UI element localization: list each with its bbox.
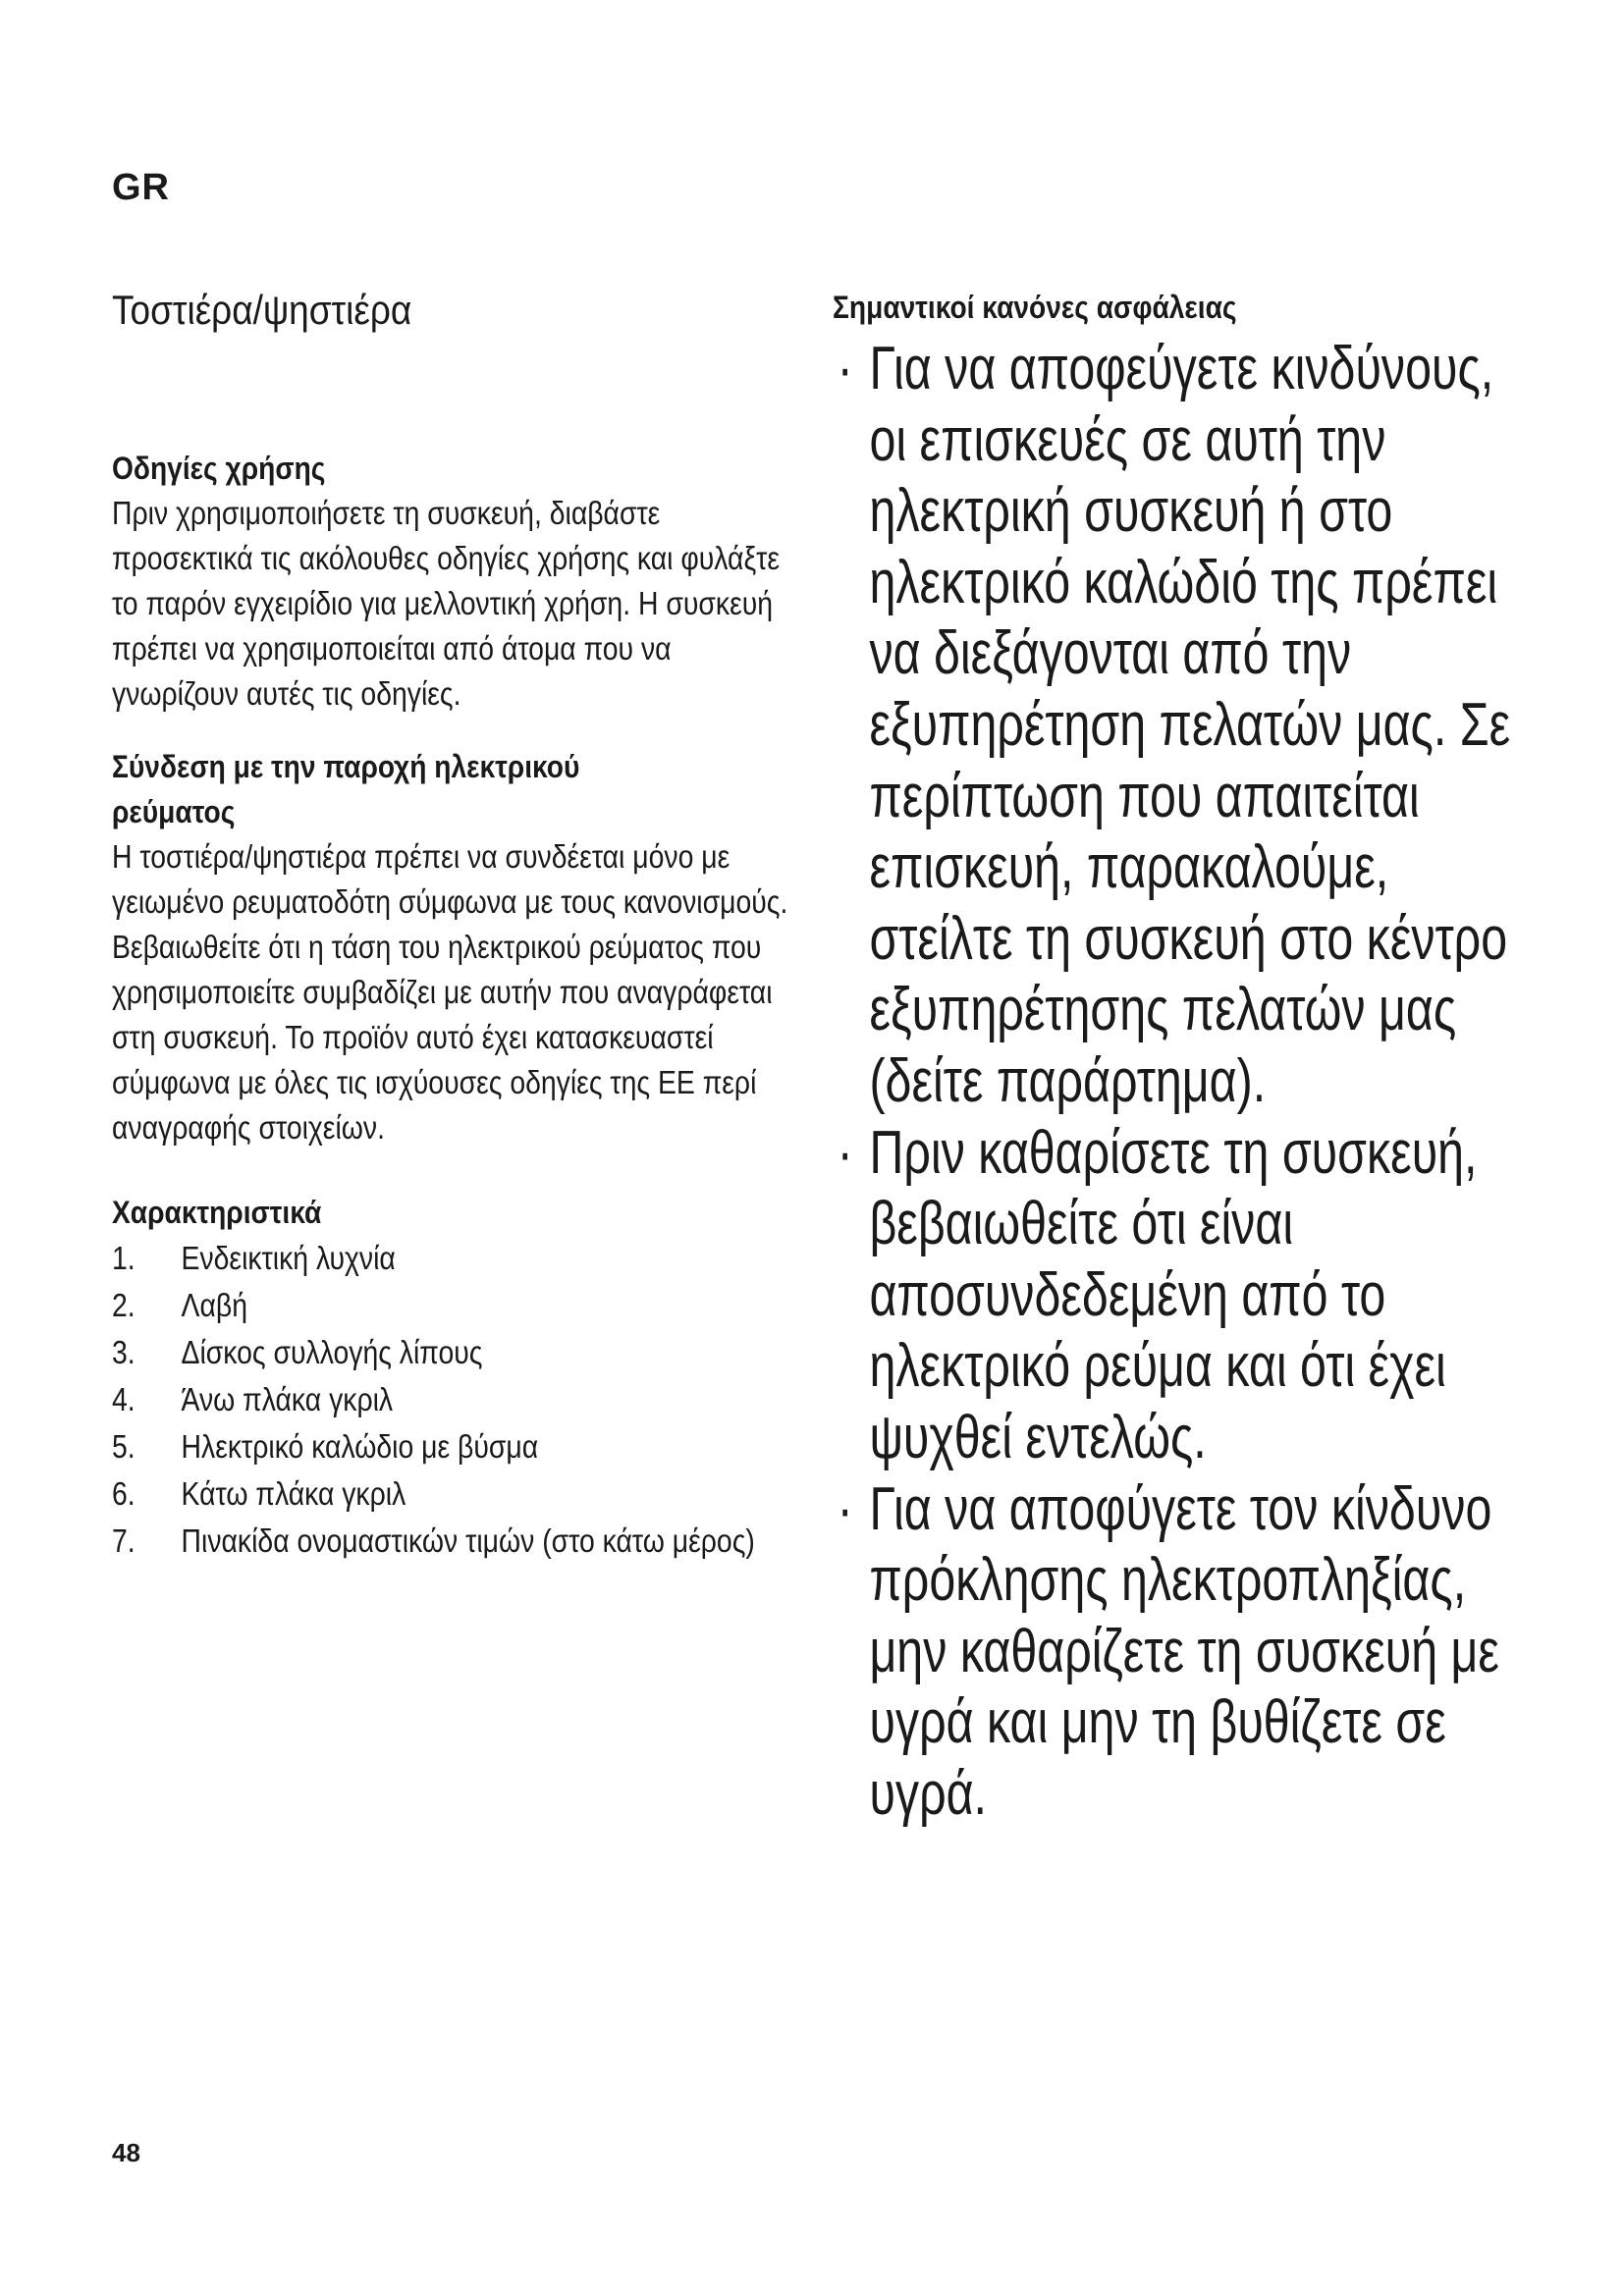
usage-heading: Οδηγίες χρήσης [112, 451, 326, 486]
power-heading-line1: Σύνδεση με την παροχή ηλεκτρικού [112, 749, 580, 784]
feature-text: Ενδεικτική λυχνία [181, 1240, 396, 1276]
safety-rules-list [833, 334, 1540, 1830]
features-heading: Χαρακτηριστικά [112, 1195, 322, 1230]
safety-rule-text: Για να αποφύγετε τον κίνδυνο πρόκλησης ηλεκτροπληξίας, μην καθαρίζετε τη συσκευή με υγρά και μην τη βυθίζετε σε υγρά. [869, 1474, 1499, 1828]
bullet-icon: · [837, 1118, 853, 1187]
feature-item [112, 1376, 804, 1423]
feature-number: 1. [112, 1240, 135, 1276]
power-section [112, 744, 799, 1150]
feature-item [112, 1282, 804, 1329]
feature-number: 6. [112, 1475, 135, 1512]
safety-rule [833, 1118, 1543, 1474]
right-column [833, 285, 1540, 1830]
feature-number: 7. [112, 1522, 135, 1559]
feature-number: 5. [112, 1428, 135, 1465]
usage-section [112, 446, 799, 717]
safety-rule-text: Για να αποφεύγετε κινδύνους, οι επισκευές σε αυτή την ηλεκτρική συσκευή ή στο ηλεκτρικό καλώδιό της πρέπει να διεξάγονται από την εξυπηρέτηση πελατών μας. Σε περίπτωση που απαιτείται επισκευή, παρακαλούμε, στείλτε τη συσκευή στο κέντρο εξυπηρέτησης πελατών μας (δείτε παράρτημα). [869, 335, 1511, 1115]
safety-heading: Σημαντικοί κανόνες ασφάλειας [833, 290, 1237, 325]
bullet-icon: · [837, 1474, 853, 1543]
feature-item [112, 1329, 804, 1376]
left-column [112, 285, 799, 1592]
features-list [112, 1235, 799, 1565]
usage-text: Πριν χρησιμοποιήσετε τη συσκευή, διαβάστε προσεκτικά τις ακόλουθες οδηγίες χρήσης και φυλάξτε το παρόν εγχειρίδιο για μελλοντική χρήση. Η συσκευή πρέπει να χρησιμοποιείται από άτομα που να γνωρίζουν αυτές τις οδηγίες. [112, 495, 781, 712]
feature-text: Ηλεκτρικό καλώδιο με βύσμα [181, 1428, 539, 1465]
feature-text: Λαβή [181, 1287, 248, 1323]
feature-number: 2. [112, 1287, 135, 1323]
safety-rule [833, 334, 1543, 1118]
features-section [112, 1190, 799, 1565]
page-title: Τοστιέρα/ψηστιέρα [112, 287, 412, 333]
feature-item [112, 1423, 804, 1470]
feature-number: 4. [112, 1381, 135, 1417]
feature-item [112, 1518, 804, 1565]
page-number: 48 [112, 2138, 140, 2167]
safety-rule-text: Πριν καθαρίσετε τη συσκευή, βεβαιωθείτε ότι είναι αποσυνδεδεμένη από το ηλεκτρικό ρεύμα και ότι έχει ψυχθεί εντελώς. [869, 1118, 1478, 1471]
power-heading-line2: ρεύματος [112, 794, 236, 829]
feature-text: Άνω πλάκα γκριλ [181, 1381, 394, 1417]
feature-item [112, 1235, 804, 1282]
language-code: GR [112, 167, 170, 208]
safety-rule [833, 1474, 1543, 1831]
feature-number: 3. [112, 1334, 135, 1370]
bullet-icon: · [837, 335, 853, 402]
feature-text: Κάτω πλάκα γκριλ [181, 1475, 406, 1512]
power-text: Η τοστιέρα/ψηστιέρα πρέπει να συνδέεται μόνο με γειωμένο ρευματοδότη σύμφωνα με τους κανονισμούς. Βεβαιωθείτε ότι η τάση του ηλεκτρικού ρεύματος που χρησιμοποιείτε συμβαδίζει με αυτήν που αναγράφεται στη συσκευή. Το προϊόν αυτό έχει κατασκευαστεί σύμφωνα με όλες τις ισχύουσες οδηγίες της ΕΕ περί αναγραφής στοιχείων. [112, 838, 788, 1146]
feature-item [112, 1470, 804, 1518]
feature-text: Δίσκος συλλογής λίπους [181, 1334, 483, 1370]
feature-text: Πινακίδα ονομαστικών τιμών (στο κάτω μέρος) [181, 1522, 755, 1559]
